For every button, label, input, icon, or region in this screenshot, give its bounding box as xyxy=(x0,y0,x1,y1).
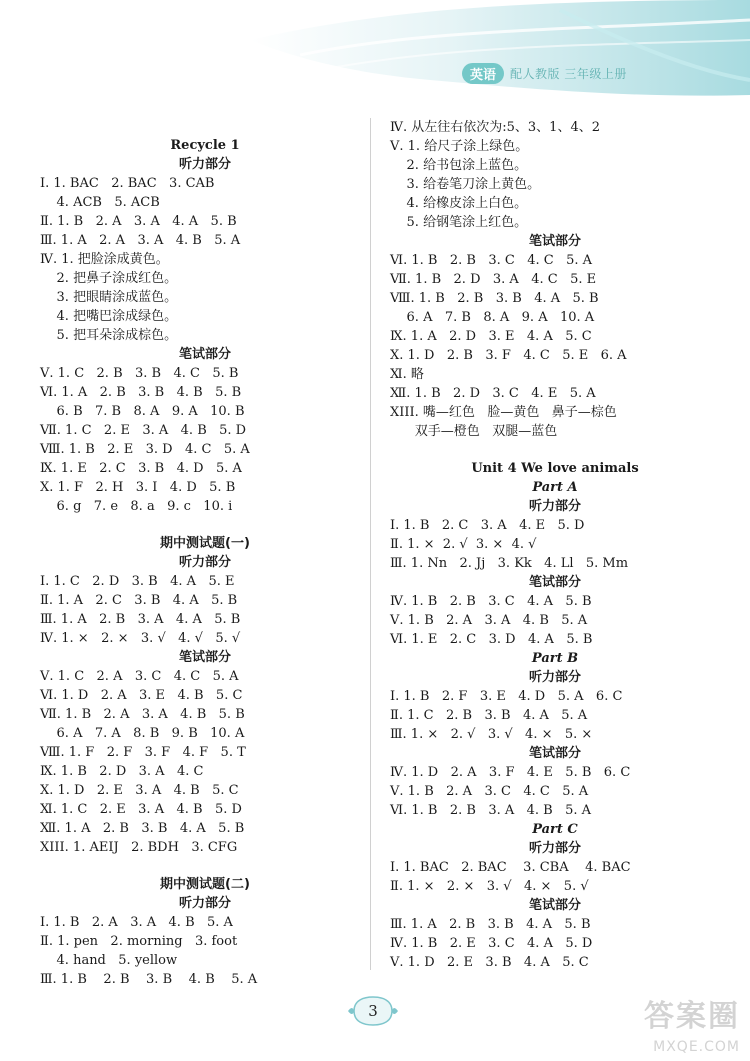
answer-line: Ⅳ. 1. × 2. × 3. √ 4. √ 5. √ xyxy=(40,631,241,646)
unit-title: Recycle 1 xyxy=(170,138,240,153)
answer-line: Ⅴ. 1. 给尺子涂上绿色。 xyxy=(390,139,529,154)
answer-line: Ⅱ. 1. × 2. × 3. √ 4. × 5. √ xyxy=(390,879,589,894)
section-heading: 笔试部分 xyxy=(178,347,231,362)
answer-line: Ⅴ. 1. B 2. A 3. A 4. B 5. A xyxy=(390,613,588,628)
answer-line: Ⅷ. 1. B 2. B 3. B 4. A 5. B xyxy=(390,291,599,306)
section-heading: 期中测试题(二) xyxy=(160,877,250,892)
answer-line: Ⅳ. 1. B 2. E 3. C 4. A 5. D xyxy=(390,936,593,951)
answer-line: 3. 给卷笔刀涂上黄色。 xyxy=(390,177,541,192)
answer-line: Ⅲ. 1. A 2. A 3. A 4. B 5. A xyxy=(40,233,241,248)
answer-line: Ⅷ. 1. F 2. F 3. F 4. F 5. T xyxy=(40,745,246,760)
answer-line: Ⅵ. 1. E 2. C 3. D 4. A 5. B xyxy=(390,632,593,647)
answer-line: Ⅷ. 1. B 2. E 3. D 4. C 5. A xyxy=(40,442,250,457)
answer-line: Ⅸ. 1. A 2. D 3. E 4. A 5. C xyxy=(390,329,592,344)
answer-line: Ⅰ. 1. BAC 2. BAC 3. CAB xyxy=(40,176,215,191)
section-spacer xyxy=(40,857,370,875)
answer-line: Ⅰ. 1. BAC 2. BAC 3. CBA 4. BAC xyxy=(390,860,631,875)
answer-line: 4. ACB 5. ACB xyxy=(40,195,160,210)
answer-line: Ⅰ. 1. B 2. F 3. E 4. D 5. A 6. C xyxy=(390,689,623,704)
answer-line: Ⅳ. 1. 把脸涂成黄色。 xyxy=(40,252,169,267)
answer-line: Ⅵ. 1. B 2. B 3. A 4. B 5. A xyxy=(390,803,592,818)
answer-line: XIII. 1. AEIJ 2. BDH 3. CFG xyxy=(40,840,238,855)
section-heading: 听力部分 xyxy=(178,157,231,172)
section-heading: 笔试部分 xyxy=(528,746,581,761)
left-answer-column xyxy=(40,136,370,989)
answer-line: Ⅴ. 1. C 2. A 3. C 4. C 5. A xyxy=(40,669,239,684)
watermark-logo-text: 答案圈 xyxy=(644,999,740,1034)
section-heading: 听力部分 xyxy=(528,499,581,514)
answer-line: Ⅰ. 1. C 2. D 3. B 4. A 5. E xyxy=(40,574,235,589)
answer-line: 4. hand 5. yellow xyxy=(40,953,178,968)
right-answer-column xyxy=(390,118,720,972)
answer-line: Ⅺ. 略 xyxy=(390,367,424,382)
answer-line: Ⅹ. 1. D 2. E 3. A 4. B 5. C xyxy=(40,783,239,798)
answer-line: Ⅲ. 1. A 2. B 3. A 4. A 5. B xyxy=(40,612,241,627)
answer-line: Ⅹ. 1. F 2. H 3. I 4. D 5. B xyxy=(40,480,236,495)
answer-line: 4. 把嘴巴涂成绿色。 xyxy=(40,309,178,324)
section-heading: 笔试部分 xyxy=(528,234,581,249)
section-heading: 听力部分 xyxy=(178,555,231,570)
part-title: Part C xyxy=(532,822,578,837)
watermark-url: MXQE.COM xyxy=(653,1039,740,1055)
answer-line: Ⅶ. 1. C 2. E 3. A 4. B 5. D xyxy=(40,423,247,438)
answer-line: 2. 把鼻子涂成红色。 xyxy=(40,271,178,286)
watermark xyxy=(596,989,746,1059)
answer-line: 6. A 7. A 8. B 9. B 10. A xyxy=(40,726,245,741)
section-heading: 听力部分 xyxy=(178,896,231,911)
section-spacer xyxy=(390,441,720,459)
answer-line: Ⅳ. 从左往右依次为:5、3、1、4、2 xyxy=(390,120,600,135)
part-title: Part A xyxy=(532,480,578,495)
answer-line: 6. A 7. B 8. A 9. A 10. A xyxy=(390,310,595,325)
answer-line: Ⅹ. 1. D 2. B 3. F 4. C 5. E 6. A xyxy=(390,348,627,363)
answer-line: Ⅵ. 1. B 2. B 3. C 4. C 5. A xyxy=(390,253,592,268)
answer-line: 4. 给橡皮涂上白色。 xyxy=(390,196,528,211)
answer-line: 2. 给书包涂上蓝色。 xyxy=(390,158,528,173)
answer-line: Ⅰ. 1. B 2. A 3. A 4. B 5. A xyxy=(40,915,233,930)
column-divider xyxy=(370,118,371,970)
answer-line: Ⅴ. 1. C 2. B 3. B 4. C 5. B xyxy=(40,366,239,381)
edition-label: 配人教版 三年级上册 xyxy=(510,66,627,81)
answer-line: Ⅻ. 1. A 2. B 3. B 4. A 5. B xyxy=(40,821,245,836)
subject-label: 英语 xyxy=(462,63,504,84)
answer-line: Ⅱ. 1. C 2. B 3. B 4. A 5. A xyxy=(390,708,588,723)
answer-line: XIII. 嘴—红色 脸—黄色 鼻子—棕色 xyxy=(390,405,617,420)
part-title: Part B xyxy=(531,651,579,666)
answer-line: Ⅸ. 1. B 2. D 3. A 4. C xyxy=(40,764,204,779)
answer-line: Ⅳ. 1. D 2. A 3. F 4. E 5. B 6. C xyxy=(390,765,631,780)
answer-line: 3. 把眼睛涂成蓝色。 xyxy=(40,290,178,305)
answer-line: Ⅲ. 1. B 2. B 3. B 4. B 5. A xyxy=(40,972,258,987)
answer-line: Ⅵ. 1. D 2. A 3. E 4. B 5. C xyxy=(40,688,243,703)
header-badge xyxy=(462,62,627,84)
answer-line: Ⅻ. 1. B 2. D 3. C 4. E 5. A xyxy=(390,386,596,401)
answer-line: Ⅴ. 1. D 2. E 3. B 4. A 5. C xyxy=(390,955,589,970)
answer-line: 6. g 7. e 8. a 9. c 10. i xyxy=(40,499,233,514)
answer-line: 双手—橙色 双腿—蓝色 xyxy=(390,424,558,439)
answer-line: Ⅶ. 1. B 2. A 3. A 4. B 5. B xyxy=(40,707,245,722)
answer-line: Ⅸ. 1. E 2. C 3. B 4. D 5. A xyxy=(40,461,242,476)
answer-line: Ⅱ. 1. A 2. C 3. B 4. A 5. B xyxy=(40,593,238,608)
header-banner xyxy=(0,0,750,100)
answer-line: Ⅴ. 1. B 2. A 3. C 4. C 5. A xyxy=(390,784,589,799)
answer-line: 5. 给钢笔涂上红色。 xyxy=(390,215,528,230)
answer-line: Ⅲ. 1. Nn 2. Jj 3. Kk 4. Ll 5. Mm xyxy=(390,556,629,571)
section-heading: 笔试部分 xyxy=(178,650,231,665)
section-heading: 笔试部分 xyxy=(528,898,581,913)
answer-line: Ⅱ. 1. pen 2. morning 3. foot xyxy=(40,934,238,949)
answer-line: Ⅲ. 1. A 2. B 3. B 4. A 5. B xyxy=(390,917,591,932)
answer-line: Ⅲ. 1. × 2. √ 3. √ 4. × 5. × xyxy=(390,727,593,742)
answer-line: Ⅱ. 1. B 2. A 3. A 4. A 5. B xyxy=(40,214,237,229)
section-heading: 听力部分 xyxy=(528,841,581,856)
answer-line: 5. 把耳朵涂成棕色。 xyxy=(40,328,178,343)
answer-line: Ⅺ. 1. C 2. E 3. A 4. B 5. D xyxy=(40,802,242,817)
section-heading: 期中测试题(一) xyxy=(160,536,250,551)
answer-line: Ⅰ. 1. B 2. C 3. A 4. E 5. D xyxy=(390,518,585,533)
section-spacer xyxy=(40,516,370,534)
section-heading: 听力部分 xyxy=(528,670,581,685)
answer-line: Ⅳ. 1. B 2. B 3. C 4. A 5. B xyxy=(390,594,592,609)
answer-line: Ⅶ. 1. B 2. D 3. A 4. C 5. E xyxy=(390,272,597,287)
answer-line: Ⅵ. 1. A 2. B 3. B 4. B 5. B xyxy=(40,385,242,400)
section-heading: 笔试部分 xyxy=(528,575,581,590)
unit-title: Unit 4 We love animals xyxy=(471,461,639,476)
answer-line: Ⅱ. 1. × 2. √ 3. × 4. √ xyxy=(390,537,537,552)
answer-line: 6. B 7. B 8. A 9. A 10. B xyxy=(40,404,245,419)
page-number: 3 xyxy=(368,1002,378,1020)
